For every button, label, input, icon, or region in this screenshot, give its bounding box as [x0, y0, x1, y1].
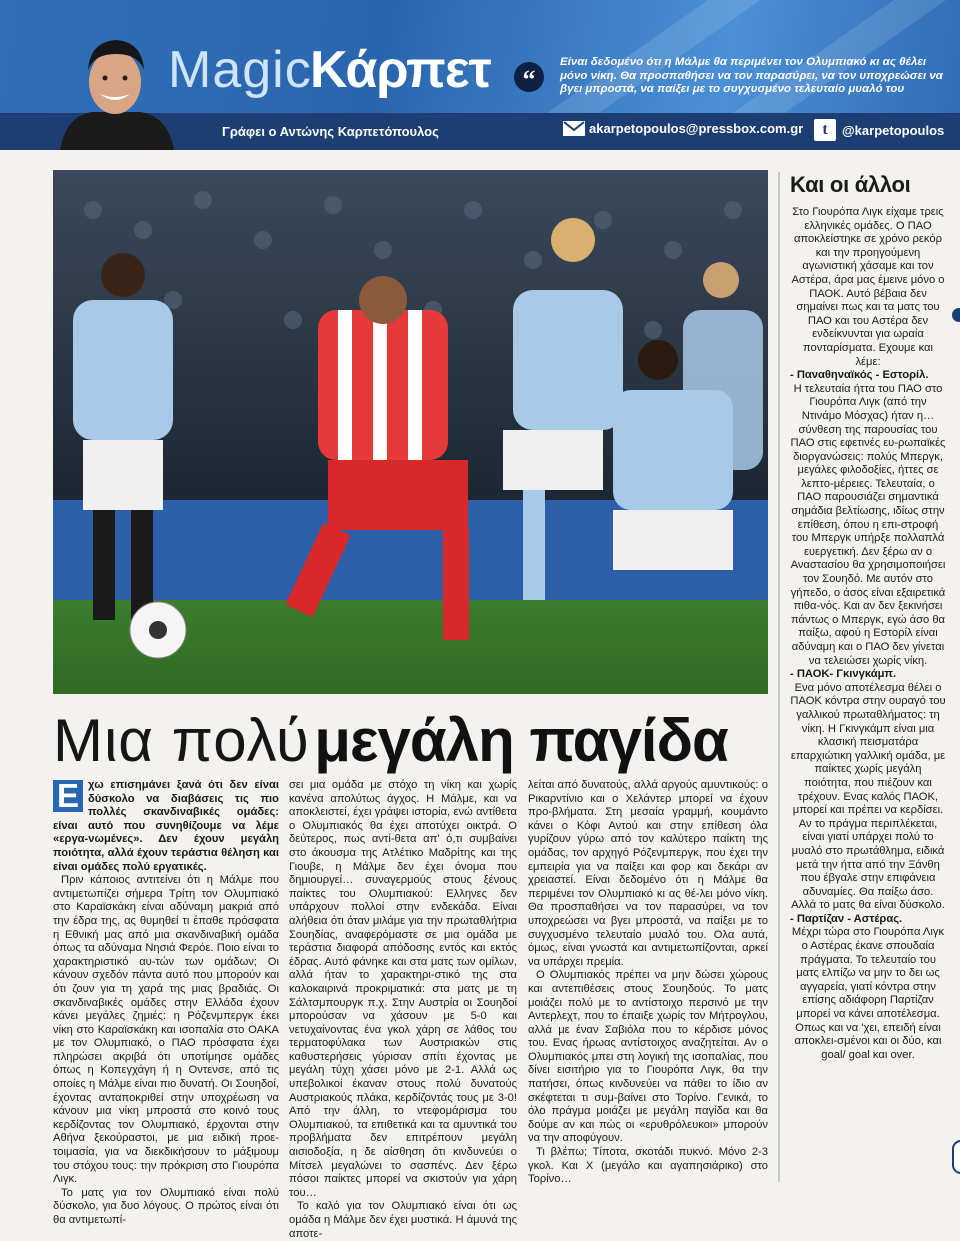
sidebar-item-heading: - Παναθηναϊκός - Εστορίλ.	[790, 369, 929, 382]
article-paragraph: Ο Ολυμπιακός πρέπει να μην δώσει χώρους και αντεπιθέσεις στους Σουηδούς. Το ματς μοιάζει πολύ με το αντίστοιχο περσινό με την Αντερλεχτ, που το έπαιξε χωρίς τον Μήτρογλου, αλλά με έναν Σαβιόλα που το κέρδισε μόνος του. Ενας ήρωας αντίστοιχος αναζητείται. Αν ο Ολυμπιακός μπει στη λογική της ισοπαλίας, που δίνει εισιτήριο για το Γιουρόπα Λιγκ, θα την πατήσει, όπως κινδυνεύει να πάθει το ίδιο αν σκέφτεται τι συμ-βαίνει στο Τορίνο. Γενικά, το όλο πράγμα μοιάζει με μεγάλη παγίδα και θα δούμε αν και πώς οι «ερυθρόλευκοι» μπορούν να την αποφύγουν.	[528, 969, 768, 1145]
lead-text: χω επισημάνει ξανά ότι δεν είναι δύσκολο να διαβάσεις τις πιο πολλές σκανδιναβικές ομάδες: είναι αυτό που συνηθίζουμε να λέμε «εργα-νωμένες». Δεν έχουν μεγάλη ποιότητα, αλλά έχουν τεράστια θέληση και είναι ομάδες πολύ εργατικές.	[53, 779, 279, 873]
page-edge-marker	[952, 1140, 960, 1174]
dropcap: Ε	[53, 780, 83, 812]
article-lead	[53, 779, 279, 874]
pull-quote: Είναι δεδομένο ότι η Μάλμε θα περιμένει τον Ολυμπιακό κι ας θέλει μόνο νίκη. Θα προσπαθήσει να τον παρασύρει, να τον υποχρεώσει να βγει μπροστά, να παίξει με το συγχυσμένο τελευταίο μυαλό του	[560, 56, 943, 95]
sidebar-intro: Στο Γιουρόπα Λιγκ είχαμε τρεις ελληνικές ομάδες. Ο ΠΑΟ αποκλείστηκε σε χρόνο ρεκόρ και την προηγούμενη αγωνιστική χάσαμε και τον Αστέρα, άρα μας έμεινε μόνο ο ΠΑΟΚ. Αυτό βέβαια δεν σημαίνει πως και τα ματς του ΠΑΟ και του Αστέρα δεν ενδείκνυνται για ωραία πονταρίσματα. Εχουμε και λέμε:	[791, 206, 945, 368]
sidebar-item-text: Ενα μόνο αποτέλεσμα θέλει ο ΠΑΟΚ κόντρα στην ουραγό του γαλλικού πρωταθλήματος: τη νίκη. Η Γκινγκάμπ είναι μια κλασική πεισματάρα επαρχιώτικη γαλλική ομάδα, με παίκτες χωρίς μεγάλη ποιότητα, που πιέζουν και τρέχουν. Ενας καλός ΠΑΟΚ, μπορεί και πρέπει να κερδίσει. Αν το πράγμα περιπλέκεται, είναι γιατί υπάρχει πολύ το μυαλό στο πρωτάθλημα, ειδικά μετά την ήττα από την Ξάνθη που έβγαλε στην επιφάνεια αδυναμίες. Θα παίξω άσο. Αλλά το ματς θα είναι δύσκολο.	[790, 681, 946, 912]
twitter-icon: t	[814, 119, 836, 141]
article-paragraph: Τι βλέπω; Τίποτα, σκοτάδι πυκνό. Μόνο 2-3 γκολ. Και Χ (μεγάλο και αγαπησιάρικο) στο Τορίνο…	[528, 1146, 768, 1186]
byline: Γράφει ο Αντώνης Καρπετόπουλος	[222, 124, 439, 139]
article-paragraph: Το καλό για τον Ολυμπιακό είναι ότι ως ομάδα η Μάλμε δεν έχει μυστικά. Η άμυνά της αποτε-	[289, 1200, 517, 1240]
article-headline	[53, 706, 768, 772]
quote-icon: “	[514, 62, 544, 92]
article-paragraph: σει μια ομάδα με στόχο τη νίκη και χωρίς κανένα απολύτως άγχος. Η Μάλμε, και να αποκλειστεί, έχει γράψει ιστορία, ενώ αντίθετα ο Ολυμπιακός θα έχει αποτύχει οικτρά. Ο δεύτερος, πως αντί-θετα απ' ό,τι συμβαίνει στο άκουσμα της Ατλέτικο Μαδρίτης και της Γιουβε, η Μάλμε δεν έχει όνομα που δημιουργεί… συναγερμούς στους ξένους παίκτες του Ολυμπιακού: Ελληνες δεν υπάρχουν πολλοί στην ενδεκάδα. Είναι αλήθεια ότι όταν μιλάμε για την πρωταθλήτρια Σουηδίας, αναφερόμαστε σε μια ομάδα με τεράστια διαφορά απόδοσης εντός και εκτός έδρας. Αυτό φάνηκε και στα ματς των ομίλων, αλλά ήταν το χαρακτηρι-στικό της στα καλοκαιρινά προκριματικά: στα ματς με τη Σάλτσμπουργκ π.χ. Στην Αυστρία οι Σουηδοί μπορούσαν να χάσουν με 5-0 και νετυχαίνοντας ένα γκολ χάρη σε λάθος του τερματοφύλακα των Αυστριακών στις καθυστερήσεις γύρισαν σπίτι έχοντας με μεγάλη τύχη χάσει μόνο με 2-1. Αλλά ως υπεβολικοί έκαναν στους πολύ δυνατούς Αυστριακούς πλάκα, κερδίζοντάς τους με 3-0! Από την άλλη, το ντεφομάρισμα του Ολυμπιακού, τα επιθετικά και τα αμυντικά του προβλήματα δεν επιτρέπουν μεγάλη αισιοδοξία, η δε αίσθηση ότι κινδυνεύει ο Μίτσελ μεγαλώνει το σασπένς. Δεν ξέρω πόσοι παίκτες μπορεί να σκιστούν για χάρη του…	[289, 779, 517, 1199]
match-photo	[53, 170, 768, 694]
author-avatar	[52, 24, 180, 150]
article-paragraph: λείται από δυνατούς, αλλά αργούς αμυντικούς: ο Ρικαρντίνιο και ο Χελάντερ μπορεί να έχουν προ-βλήματα. Στη μεσαία γραμμή, κουμάντο κάνει ο Κόφι Αντού και στην επίθεση όλα γυρίζουν γύρω από τον καλύτερο παίκτη της ομάδας, τον αρχηγό Ρόζενμπεργκ, που έχει την εμπειρία για να παίξει και φορ και δεκάρι αν χρειαστεί. Είναι δεδομένο ότι η Μάλμε θα περιμένει τον Ολυμπιακό κι ας θέ-λει μόνο νίκη. Θα προσπαθήσει να τον παρασύρει, να τον υποχρεώσει να βγει μπροστά, να παίξει με το συγχυσμένο τελευταίο μυαλό του. Ολα αυτά, όμως, είναι γνωστά και αντιμετωπίζονται, αρκεί να υπάρχει πρεμία.	[528, 779, 768, 968]
football-match-photo	[53, 170, 768, 694]
sidebar-divider	[778, 172, 780, 1182]
article-paragraph: Το ματς για τον Ολυμπιακό είναι πολύ δύσκολο, για δυο λόγους. Ο πρώτος είναι ότι θα αντιμετωπί-	[53, 1186, 279, 1226]
article-paragraph: Πριν κάποιος αντιτείνει ότι η Μάλμε που αντιμετωπίζει σήμερα Τρίτη τον Ολυμπιακό στο Καραϊσκάκη είναι αδύναμη μακριά από την έδρα της, ας θυμηθεί τι έπαθε πρόσφατα η Εθνική μας από μια σκανδιναβική ομάδα όπως τα αδύναμα Νησιά Φερόε. Ποιο είναι το χαρακτηριστικό αυ-τών των ομάδων; Οι κάνουν σχεδόν πάντα αυτό που μπορούν και ότι ζουν για τη χαρά της μιας βραδιάς. Οι σκανδιναβικές ομάδες στην Ελλάδα έχουν κάνει μεγάλες ζημιές: η Ρόζενμπεργκ έκει νίκη στο Καραϊσκάκη και ισοπαλία στο ΟΑΚΑ με τον Ολυμπιακό, ο ΠΑΟ πρόσφατα έχει πληρώσει ακριβά ότι υποτίμησε ομάδες όπως η Κοπεγχάγη ή η Οντενσε, από τις οποίες η Μάλμε είναι πιο δυνατή. Οι Σουηδοί, έχοντας ανταποκριθεί στην υποχρέωση να κάνουν μια νίκη μπροστά στο κοινό τους κερδίζοντας τον Ολυμπιακό, έρχονται στην Αθήνα ξεκούραστοι, με μια ειδική προε-τοιμασία, για να διεκδικήσουν το μάξιμουμ του στόχου τους: την πρόκριση στο Γιουρόπα Λιγκ.	[53, 874, 279, 1186]
sidebar-item-heading: - ΠΑΟΚ- Γκινγκάμπ.	[790, 668, 897, 681]
sidebar-body	[790, 206, 946, 1062]
column-title-karpet: Κάρπετ	[310, 41, 491, 99]
column-header	[0, 0, 960, 150]
headline-bold: μεγάλη παγίδα	[314, 707, 728, 774]
article-column-2	[289, 779, 517, 1241]
author-twitter[interactable]	[814, 119, 944, 141]
headline-light: Μια πολύ	[53, 707, 310, 774]
sidebar-item-heading: - Παρτίζαν - Αστέρας.	[790, 912, 903, 925]
page-edge-marker	[952, 308, 960, 322]
sidebar-title: Και οι άλλοι	[790, 172, 911, 197]
sidebar-item-text: Μέχρι τώρα στο Γιουρόπα Λιγκ ο Αστέρας έκανε σπουδαία πράγματα. Το τελευταίο του ματς ελπίζω να μην το δει ως αγγαρεία, γιατί κόντρα στην επίσης αδιάφορη Παρτίζαν μπορεί να κάνει αποτέλεσμα. Οπως και να 'χει, επειδή είναι αποκλει-σμένοι και οι δύο, και goal/ goal και over.	[791, 926, 945, 1061]
mail-icon	[563, 121, 585, 136]
email-address[interactable]: akarpetopoulos@pressbox.com.gr	[589, 121, 804, 136]
author-email[interactable]	[563, 121, 803, 136]
twitter-handle[interactable]: @karpetopoulos	[842, 122, 945, 138]
column-title-magic: Magic	[168, 41, 312, 99]
sidebar-item-text: Η τελευταία ήττα του ΠΑΟ στο Γιουρόπα Λιγκ (από την Ντινάμο Μόσχας) ήταν η… σύνθεση της παρουσίας του ΠΑΟ στις εφετινές ευ-ρωπαϊκές διοργανώσεις: πολύς Μπεργκ, μεγάλες φιλοδοξίες, ήττες σε λεπτο-μέρειες. Τελευταία, ο ΠΑΟ παρουσιάζει σημαντικά σημάδια βελτίωσης, ιδίως στην επίθεση, όπου η επι-στροφή του Μπεργκ υπήρξε πολλαπλά ευεργετική. Δεν ξέρω αν ο Αναστασίου θα χρησιμοποιήσει τον Σουηδό. Με αυτόν στο γήπεδο, ο άσος είναι εξαιρετικά πιθα-νός. Και αν δεν ξεκινήσει πάντως ο Μπεργκ, εγώ άσο θα παίξω, αφού η Εστορίλ είναι αδύναμη και ο ΠΑΟ δεν γίνεται να τελειώσει χωρίς νίκη.	[790, 382, 946, 667]
article-column-3	[528, 779, 768, 1187]
article-column-1	[53, 779, 279, 1228]
